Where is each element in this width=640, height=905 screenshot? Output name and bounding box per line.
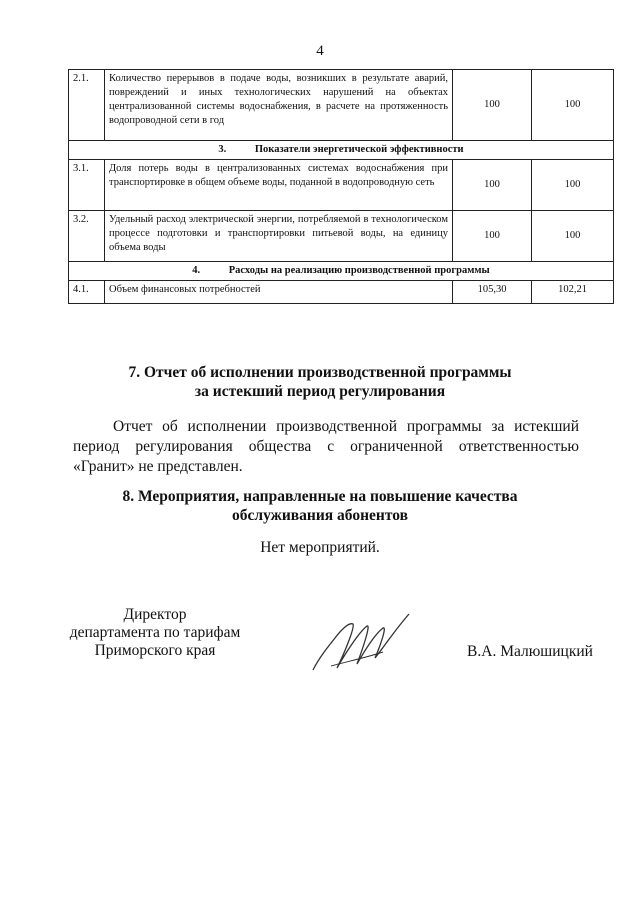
signer-name: В.А. Малюшицкий: [467, 643, 593, 660]
section-8-heading: [0, 487, 640, 525]
section-number: 3.: [218, 144, 227, 155]
section-heading-4: [69, 262, 614, 281]
row-number: 2.1.: [69, 70, 105, 141]
row-value-1: 100: [453, 160, 532, 211]
section-number: 4.: [192, 265, 201, 276]
row-number: 3.1.: [69, 160, 105, 211]
signer-position: [60, 606, 250, 660]
heading-line: за истекший период регулирования: [194, 383, 446, 400]
section-row: [69, 141, 614, 160]
section-7-text: Отчет об исполнении производственной программы за истекший период регулирования общества с ограниченной ответственностью «Гранит» не представлен.: [73, 418, 579, 475]
row-value-1: 100: [453, 70, 532, 141]
row-number: 4.1.: [69, 281, 105, 304]
row-value-2: 100: [532, 70, 614, 141]
row-description: Доля потерь воды в централизованных системах водоснабжения при транспортировке в общем объеме воды, поданной в водопроводную сеть: [105, 160, 453, 211]
position-line: Директор: [123, 606, 187, 623]
row-value-2: 100: [532, 211, 614, 262]
section-heading-3: [69, 141, 614, 160]
row-value-1: 105,30: [453, 281, 532, 304]
heading-line: 7. Отчет об исполнении производственной программы: [128, 364, 512, 381]
table-row: [69, 70, 614, 141]
row-description: Удельный расход электрической энергии, потребляемой в технологическом процессе подготовки и транспортировки питьевой воды, на единицу объема воды: [105, 211, 453, 262]
row-value-2: 102,21: [532, 281, 614, 304]
section-7-heading: [0, 363, 640, 401]
section-title: Расходы на реализацию производственной программы: [228, 265, 490, 276]
row-value-2: 100: [532, 160, 614, 211]
table-row: [69, 281, 614, 304]
row-description: Объем финансовых потребностей: [105, 281, 453, 304]
section-row: [69, 262, 614, 281]
table-row: [69, 211, 614, 262]
section-8-text: Нет мероприятий.: [260, 539, 380, 556]
table-row: [69, 160, 614, 211]
indicators-table: [68, 69, 614, 304]
page-number: 4: [316, 43, 324, 59]
row-value-1: 100: [453, 211, 532, 262]
heading-line: 8. Мероприятия, направленные на повышение качества: [122, 488, 518, 505]
position-line: Приморского края: [94, 642, 216, 659]
section-title: Показатели энергетической эффективности: [254, 144, 464, 155]
row-description: Количество перерывов в подаче воды, возникших в результате аварий, повреждений и иных технологических нарушений на объектах централизованной системы водоснабжения, в расчете на протяженность водопроводной сети в год: [105, 70, 453, 141]
row-number: 3.2.: [69, 211, 105, 262]
handwritten-signature: [305, 608, 415, 678]
heading-line: обслуживания абонентов: [232, 507, 408, 524]
position-line: департамента по тарифам: [69, 624, 241, 641]
